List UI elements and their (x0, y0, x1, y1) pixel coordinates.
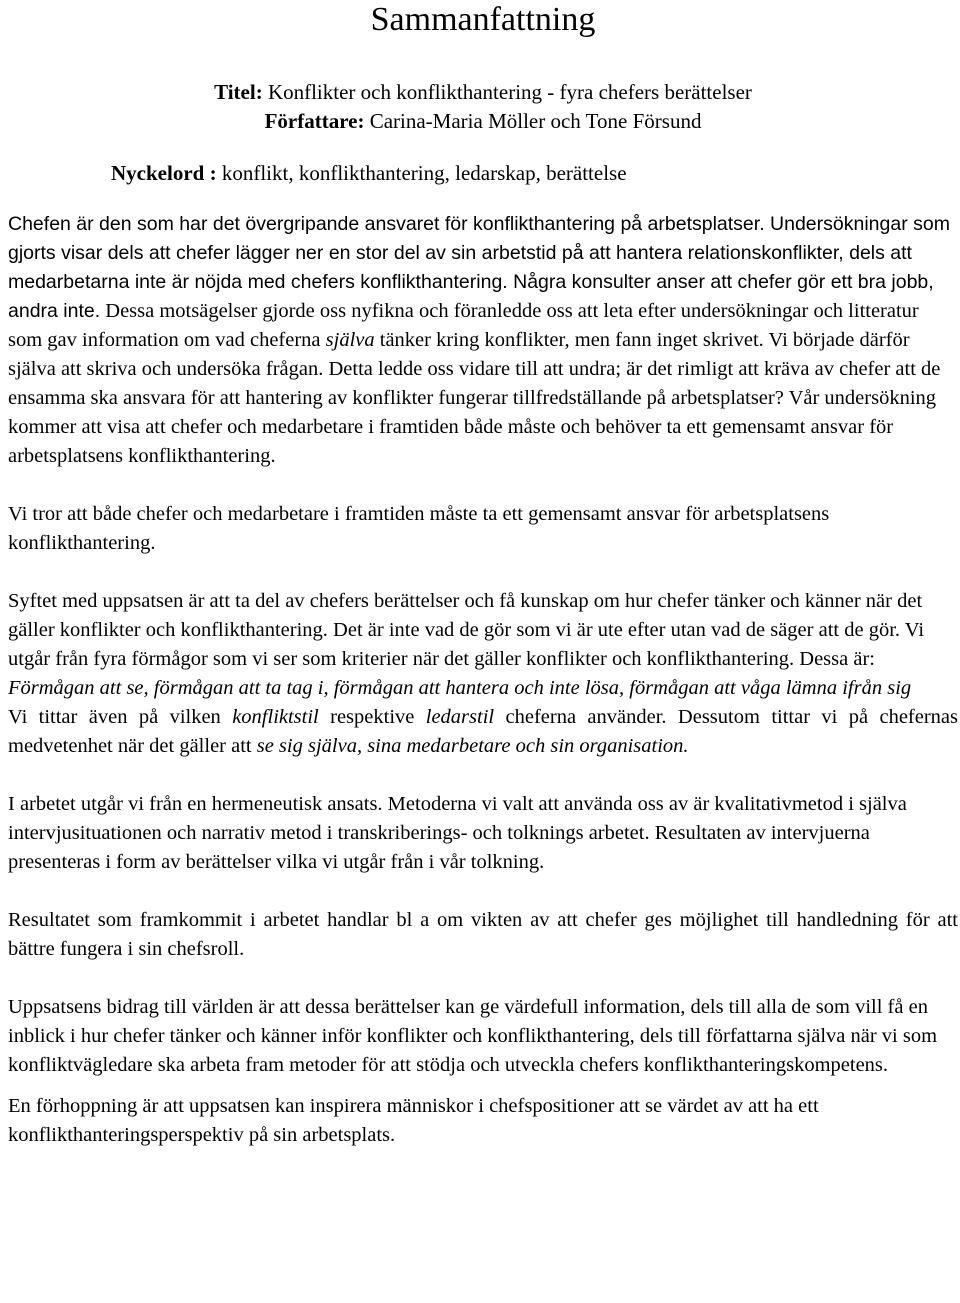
paragraph-styles (8, 703, 958, 761)
paragraph-background-end: tänker kring konflikter, men fann inget skrivet. Vi började därför själva att skriva och undersöka frågan. Detta ledde oss vidare till att undra; är det rimligt att kräva av chefer att de ensamma ska ansvara för att hantering av konflikter fungerar tillfredställande på arbetsplatser? Vår undersökning kommer att visa att chefer och medarbetare i framtiden både måste och behöver ta ett gemensamt ansvar för arbetsplatsens konflikthantering. (8, 329, 941, 467)
keywords-value: konflikt, konflikthantering, ledarskap, berättelse (216, 161, 627, 185)
paragraph-purpose-text: Syftet med uppsatsen är att ta del av chefers berättelser och få kunskap om hur chefer tänker och känner när det gäller konflikter och konflikthantering. Det är inte vad de gör som vi är ute efter utan vad de säger att de gör. Vi utgår från fyra förmågor som vi ser som kriterier när det gäller konflikter och konflikthantering. Dessa är: (8, 590, 925, 670)
authors-value: Carina-Maria Möller och Tone Försund (364, 109, 702, 133)
title-label: Titel: (214, 80, 263, 104)
document-meta (8, 78, 958, 136)
paragraph-purpose (8, 587, 958, 703)
emphasis-formagor: Förmågan att se, förmågan att ta tag i, förmågan att hantera och inte lösa, förmågan att våga lämna ifrån sig (8, 677, 912, 699)
keywords-label: Nyckelord : (111, 161, 217, 185)
emphasis-ledarstil: ledarstil (425, 706, 495, 728)
paragraph-result: Resultatet som framkommit i arbetet handlar bl a om vikten av att chefer ges möjlighet till handledning för att bättre fungera i sin chefsroll. (8, 909, 958, 960)
authors-label: Författare: (264, 109, 365, 133)
paragraph-hope: En förhoppning är att uppsatsen kan inspirera människor i chefspositioner att se värdet av att ha ett konflikthanteringsperspektiv på sin arbetsplats. (8, 1095, 819, 1146)
paragraph-background-intro: Chefen är den som har det övergripande ansvaret för konflikthantering på arbetsplatser. Undersökningar som gjorts visar dels att chefer lägger ner en stor del av sin arbetstid på att hantera relationskonflikter, dels att medarbetarna inte är nöjda med chefers konflikthantering. Några konsulter anser att chefer gör ett bra jobb, andra inte. (8, 213, 950, 322)
paragraph-method: I arbetet utgår vi från en hermeneutisk ansats. Metoderna vi valt att använda oss av är kvalitativmetod i själva intervjusituationen och narrativ metod i transkriberings- och tolknings arbetet. Resultaten av intervjuerna presenteras i form av berättelser vilka vi utgår från i vår tolkning. (8, 793, 907, 873)
emphasis-konfliktstil: konfliktstil (232, 706, 319, 728)
title-line (8, 78, 958, 107)
page-title: Sammanfattning (370, 1, 596, 38)
keywords-line (8, 159, 958, 188)
title-value: Konflikter och konflikthantering - fyra chefers berättelser (262, 80, 752, 104)
paragraph-contribution: Uppsatsens bidrag till världen är att dessa berättelser kan ge värdefull information, dels till alla de som vill få en inblick i hur chefer tänker och känner inför konflikter och konflikthantering, dels till författarna själva när vi som konfliktvägledare ska arbeta fram metoder för att stödja och utveckla chefers konflikthanteringskompetens. (8, 996, 938, 1076)
emphasis-se-sig-sjalva: se sig själva, sina medarbetare och sin organisation. (256, 735, 689, 757)
emphasis-sjalva: själva (325, 329, 375, 351)
authors-line (8, 107, 958, 136)
document-page (8, 0, 958, 1150)
paragraph-styles-text-3: cheferna använder. Dessutom tittar vi på chefernas medvetenhet när det gäller att (8, 706, 958, 757)
paragraph-background-text: Dessa motsägelser gjorde oss nyfikna och föranledde oss att leta efter undersökningar och litteratur som gav information om vad cheferna (8, 300, 919, 351)
paragraph-belief: Vi tror att både chefer och medarbetare i framtiden måste ta ett gemensamt ansvar för arbetsplatsens konflikthantering. (8, 503, 830, 554)
paragraph-background (8, 210, 958, 471)
paragraph-styles-text-2: respektive (318, 706, 426, 728)
paragraph-styles-text-1: Vi tittar även på vilken (8, 706, 233, 728)
